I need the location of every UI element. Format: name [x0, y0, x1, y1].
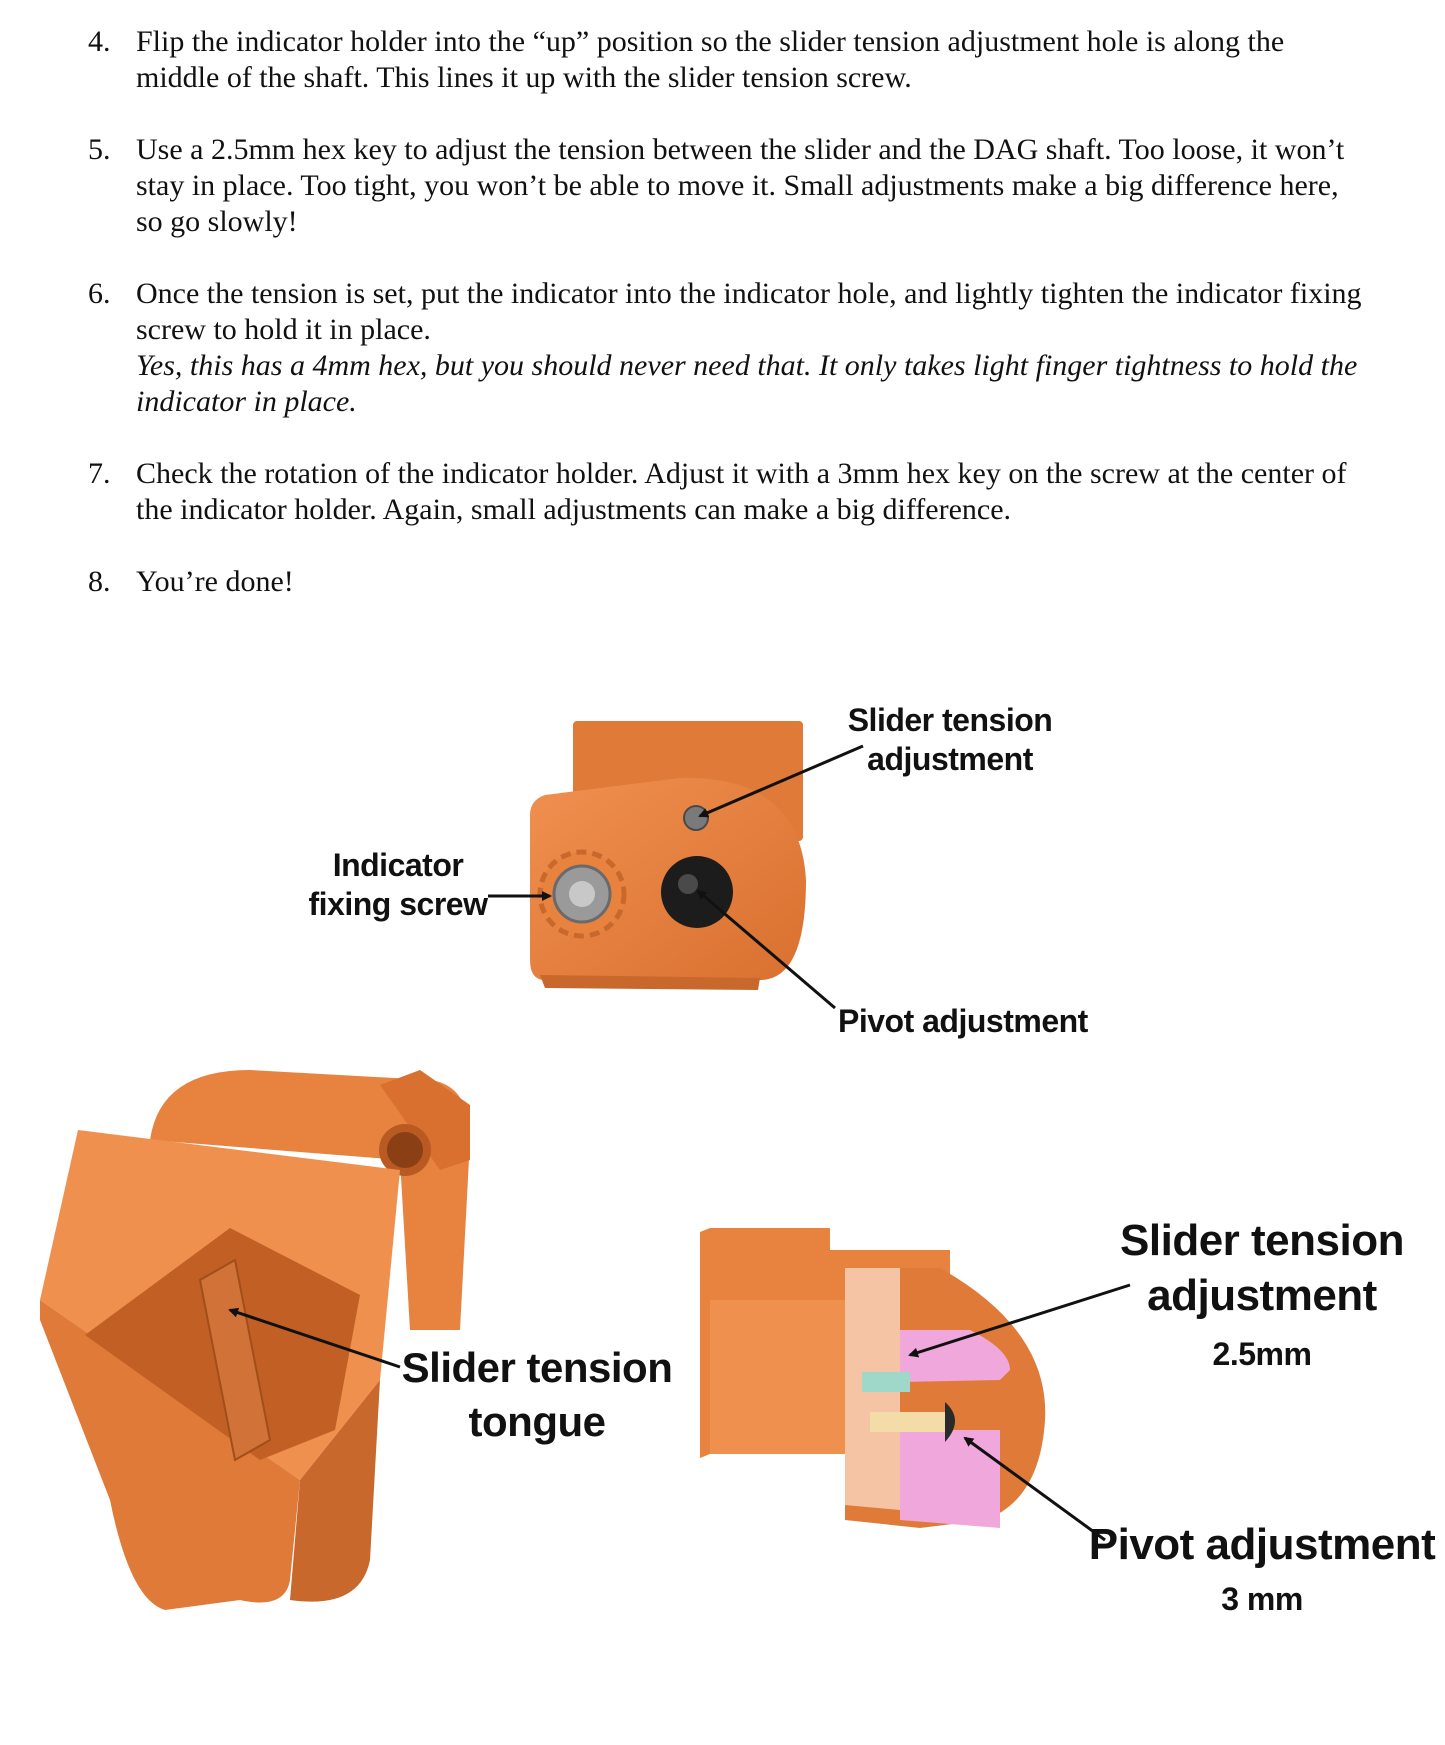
pivot-hole-highlight	[678, 874, 698, 894]
step-text: Flip the indicator holder into the “up” position so the slider tension adjustment hole is along the middle of the shaft. This lines it up with the slider tension screw.	[136, 25, 1285, 94]
label-slider-tension-top: Slider tension	[847, 702, 1053, 738]
label-indicator-fixing-2: fixing screw	[308, 886, 488, 922]
step-text: Use a 2.5mm hex key to adjust the tension between the slider and the DAG shaft. Too loose, it won’t stay in place. Too tight, you won’t be able to move it. Small adjustments make a big difference here, so go slowly!	[136, 133, 1345, 238]
step-number: 6.	[88, 277, 111, 310]
label-pivot-size: 3 mm	[1221, 1581, 1303, 1617]
iso-view-hole-inner	[387, 1132, 423, 1168]
step-body	[136, 276, 1366, 420]
slider-tension-screw	[862, 1372, 910, 1392]
step-number: 5.	[88, 133, 111, 166]
label-pivot-top: Pivot adjustment	[838, 1003, 1088, 1039]
label-tongue-2: tongue	[468, 1398, 606, 1445]
label-slider-tension-size: 2.5mm	[1212, 1336, 1312, 1372]
step-text: You’re done!	[136, 565, 294, 598]
label-slider-tension-section: Slider tension	[1120, 1216, 1404, 1265]
label-slider-tension-top-2: adjustment	[867, 741, 1033, 777]
section-pink-lower	[900, 1430, 1000, 1528]
assembly-figure	[0, 680, 1445, 1740]
label-pivot-section: Pivot adjustment	[1088, 1520, 1436, 1569]
step-number: 4.	[88, 25, 111, 58]
slider-tension-hole	[684, 806, 708, 830]
iso-view-part	[40, 1070, 470, 1610]
section-plate-face	[710, 1300, 850, 1454]
label-slider-tension-section-2: adjustment	[1147, 1271, 1377, 1320]
section-plate-edge	[700, 1228, 710, 1458]
label-tongue: Slider tension	[401, 1344, 673, 1391]
label-indicator-fixing: Indicator	[332, 847, 464, 883]
step-text: Once the tension is set, put the indicator into the indicator hole, and lightly tighten the indicator fixing screw to hold it in place.	[136, 277, 1362, 346]
step-note: Yes, this has a 4mm hex, but you should never need that. It only takes light finger tightness to hold the indicator in place.	[136, 349, 1358, 418]
step-number: 8.	[88, 565, 111, 598]
hex-socket-icon	[569, 881, 595, 907]
step-number: 7.	[88, 457, 111, 490]
pivot-screw	[870, 1412, 950, 1432]
pivot-hole	[661, 856, 733, 928]
step-text: Check the rotation of the indicator holder. Adjust it with a 3mm hex key on the screw at the center of the indicator holder. Again, small adjustments can make a big difference.	[136, 457, 1347, 526]
section-view-part	[700, 1228, 1045, 1528]
